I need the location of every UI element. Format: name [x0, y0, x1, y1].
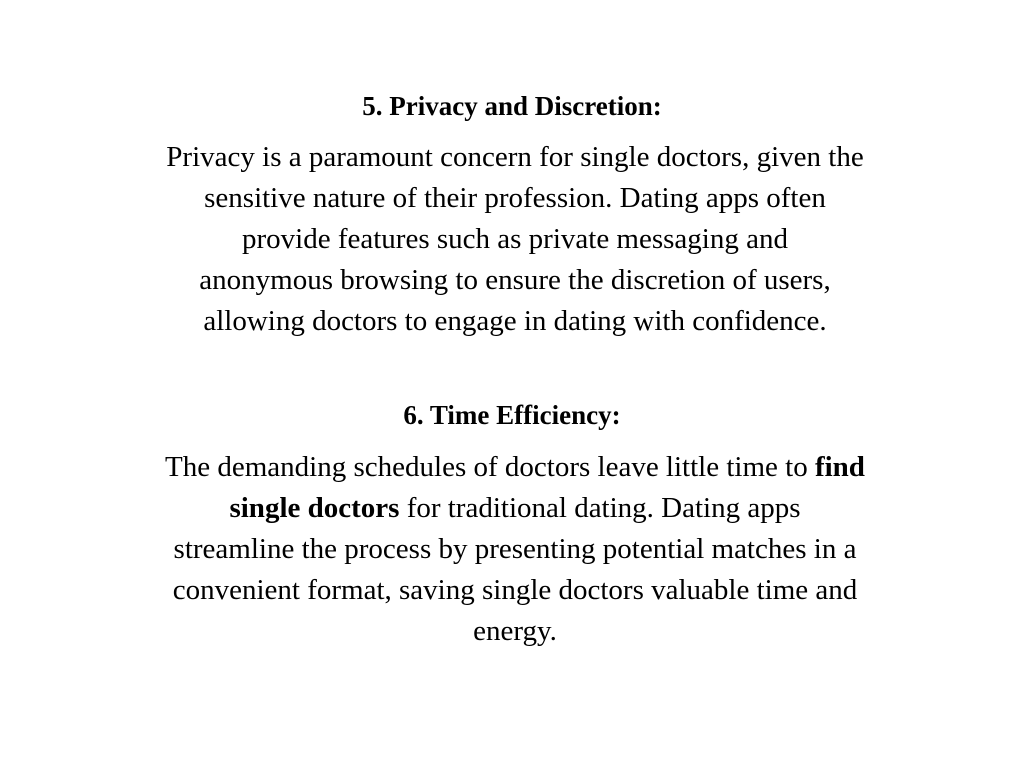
paragraph-privacy	[50, 137, 980, 342]
paragraph-line: sensitive nature of their profession. Dating apps often	[204, 182, 826, 214]
section-heading-time-efficiency: 6. Time Efficiency:	[403, 400, 621, 430]
paragraph-text: for traditional dating. Dating apps	[399, 492, 801, 524]
paragraph-line	[50, 447, 980, 488]
paragraph-line: convenient format, saving single doctors valuable time and	[172, 574, 858, 606]
paragraph-time-efficiency	[50, 447, 980, 652]
paragraph-line: anonymous browsing to ensure the discretion of users,	[199, 264, 831, 296]
paragraph-line: energy.	[473, 615, 557, 647]
paragraph-line: Privacy is a paramount concern for single doctors, given the	[166, 141, 864, 173]
paragraph-line: allowing doctors to engage in dating with confidence.	[203, 305, 827, 337]
paragraph-line	[50, 488, 980, 529]
paragraph-line: streamline the process by presenting potential matches in a	[173, 533, 857, 565]
keyword-find: find	[814, 451, 865, 483]
paragraph-text: The demanding schedules of doctors leave little time to	[165, 451, 815, 483]
paragraph-line: provide features such as private messaging and	[242, 223, 788, 255]
keyword-single-doctors: single doctors	[229, 492, 400, 524]
section-heading-privacy: 5. Privacy and Discretion:	[362, 91, 662, 121]
